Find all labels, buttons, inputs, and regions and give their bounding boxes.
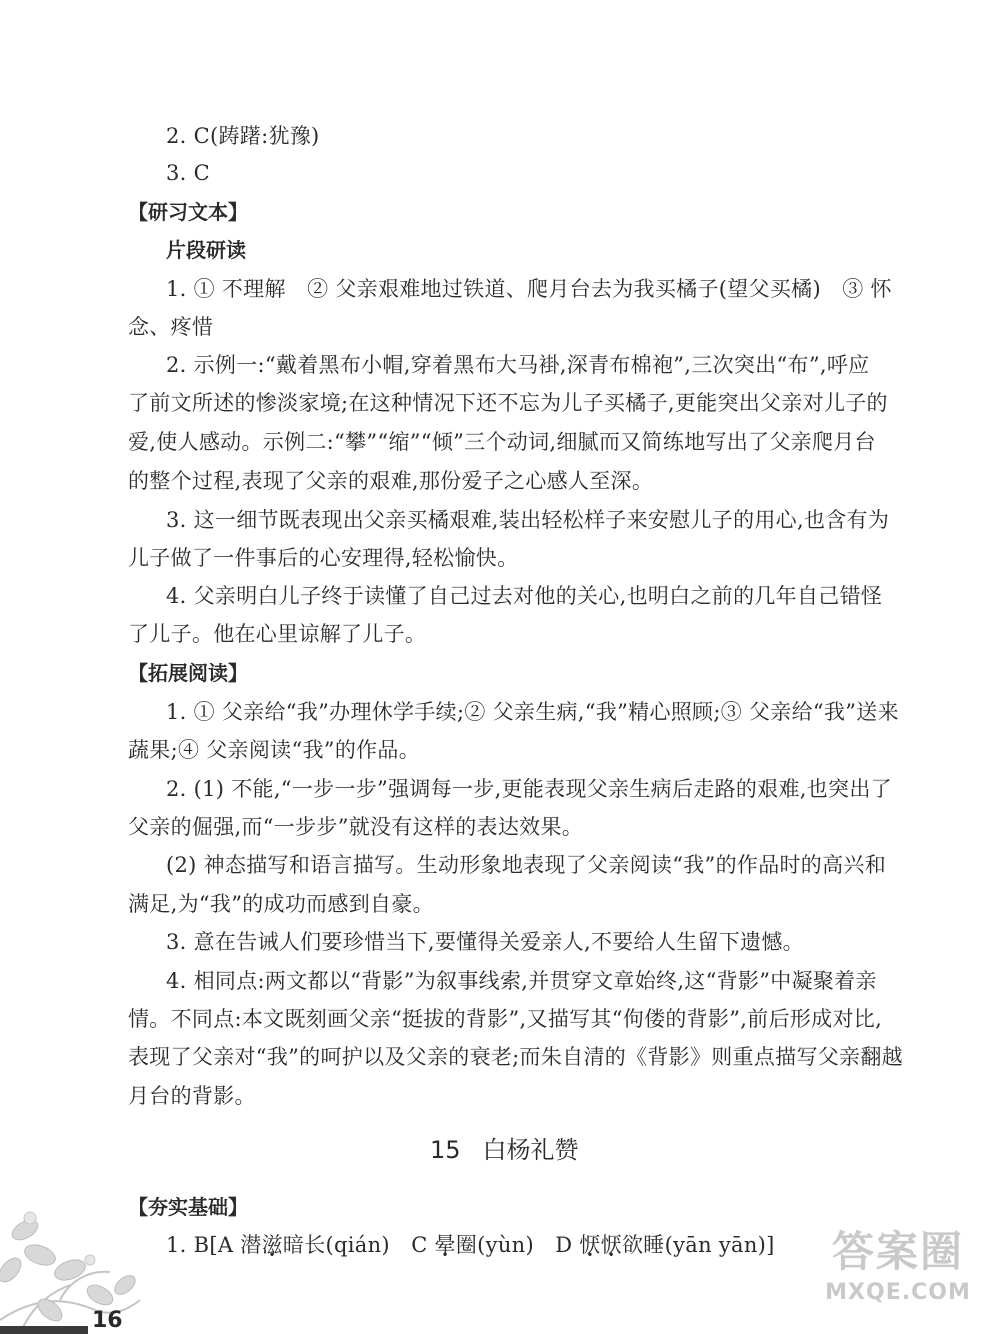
text-line: 4. 父亲明白儿子终于读懂了自己过去对他的关心,也明白之前的几年自己错怪 <box>166 584 883 608</box>
text-line: 的整个过程,表现了父亲的艰难,那份爱子之心感人至深。 <box>128 469 654 493</box>
text-line: 月台的背影。 <box>128 1084 256 1108</box>
answer-q2: 2. C(踌躇:犹豫) <box>166 124 320 148</box>
q1-option-d-rest: 欲睡(yān yān)] <box>622 1233 775 1257</box>
q1-option-d-emphasis-char-1: 恹 <box>579 1233 601 1257</box>
q1-option-a-rest: 暗长(qián) C <box>282 1233 435 1257</box>
text-line: 1. ① 父亲给“我”办理休学手续;② 父亲生病,“我”精心照顾;③ 父亲给“我”送来 <box>166 700 899 724</box>
q1-option-a-char: 潜 <box>240 1233 262 1257</box>
text-line: 2. (1) 不能,“一步一步”强调每一步,更能表现父亲生病后走路的艰难,也突出了 <box>166 777 892 801</box>
text-line: 念、疼惜 <box>128 315 214 339</box>
q1-option-c-emphasis-char: 晕 <box>434 1233 456 1257</box>
page-number: 16 <box>92 1308 123 1333</box>
lesson-title <box>430 1134 579 1166</box>
floral-decoration-icon <box>0 1200 150 1334</box>
text-line: 儿子做了一件事后的心安理得,轻松愉快。 <box>128 546 519 570</box>
lesson-name: 白杨礼赞 <box>482 1136 579 1164</box>
q1-option-c-rest: 圈(yùn) D <box>455 1233 580 1257</box>
text-line: 蔬果;④ 父亲阅读“我”的作品。 <box>128 738 421 762</box>
text-line: 2. 示例一:“戴着黑布小帽,穿着黑布大马褂,深青布棉袍”,三次突出“布”,呼应 <box>166 353 870 377</box>
text-line: 爱,使人感动。示例二:“攀”“缩”“倾”三个动词,细腻而又简练地写出了父亲爬月台 <box>128 430 876 454</box>
watermark <box>808 1224 988 1324</box>
text-line: 满足,为“我”的成功而感到自豪。 <box>128 892 434 916</box>
answer-q3: 3. C <box>166 161 210 185</box>
watermark-logo: 答案圈 <box>831 1227 964 1276</box>
q1-option-d-emphasis-char-2: 恹 <box>600 1233 622 1257</box>
text-line: 情。不同点:本文既刻画父亲“挺拔的背影”,又描写其“佝偻的背影”,前后形成对比, <box>128 1007 883 1031</box>
text-line: 3. 这一细节既表现出父亲买橘艰难,装出轻松样子来安慰儿子的用心,也含有为 <box>166 508 890 532</box>
text-line: 了前文所述的惨淡家境;在这种情况下还不忘为儿子买橘子,更能突出父亲对儿子的 <box>128 391 888 415</box>
section-heading-extended-reading: 【拓展阅读】 <box>128 661 248 685</box>
text-line: 4. 相同点:两文都以“背影”为叙事线索,并贯穿文章始终,这“背影”中凝聚着亲 <box>166 969 877 993</box>
watermark-domain: MXQE.COM <box>825 1280 971 1305</box>
text-line: 表现了父亲对“我”的呵护以及父亲的衰老;而朱自清的《背影》则重点描写父亲翻越 <box>128 1045 903 1069</box>
section-heading-basics: 【夯实基础】 <box>128 1195 248 1219</box>
lesson-number: 15 <box>430 1136 461 1164</box>
text-line: (2) 神态描写和语言描写。生动形象地表现了父亲阅读“我”的作品时的高兴和 <box>166 853 886 877</box>
text-line: 1. ① 不理解 ② 父亲艰难地过铁道、爬月台去为我买橘子(望父买橘) ③ 怀 <box>166 277 892 301</box>
q1-prefix: 1. B[A <box>166 1233 241 1257</box>
footer-bar <box>0 1326 88 1334</box>
text-line: 3. 意在告诫人们要珍惜当下,要懂得关爱亲人,不要给人生留下遗憾。 <box>166 930 804 954</box>
section-heading-research: 【研习文本】 <box>128 200 248 224</box>
text-line: 了儿子。他在心里谅解了儿子。 <box>128 622 427 646</box>
q1-option-a-emphasis-char: 滋 <box>261 1233 283 1257</box>
subheading-fragment-reading: 片段研读 <box>166 238 246 262</box>
text-line: 父亲的倔强,而“一步步”就没有这样的表达效果。 <box>128 815 584 839</box>
